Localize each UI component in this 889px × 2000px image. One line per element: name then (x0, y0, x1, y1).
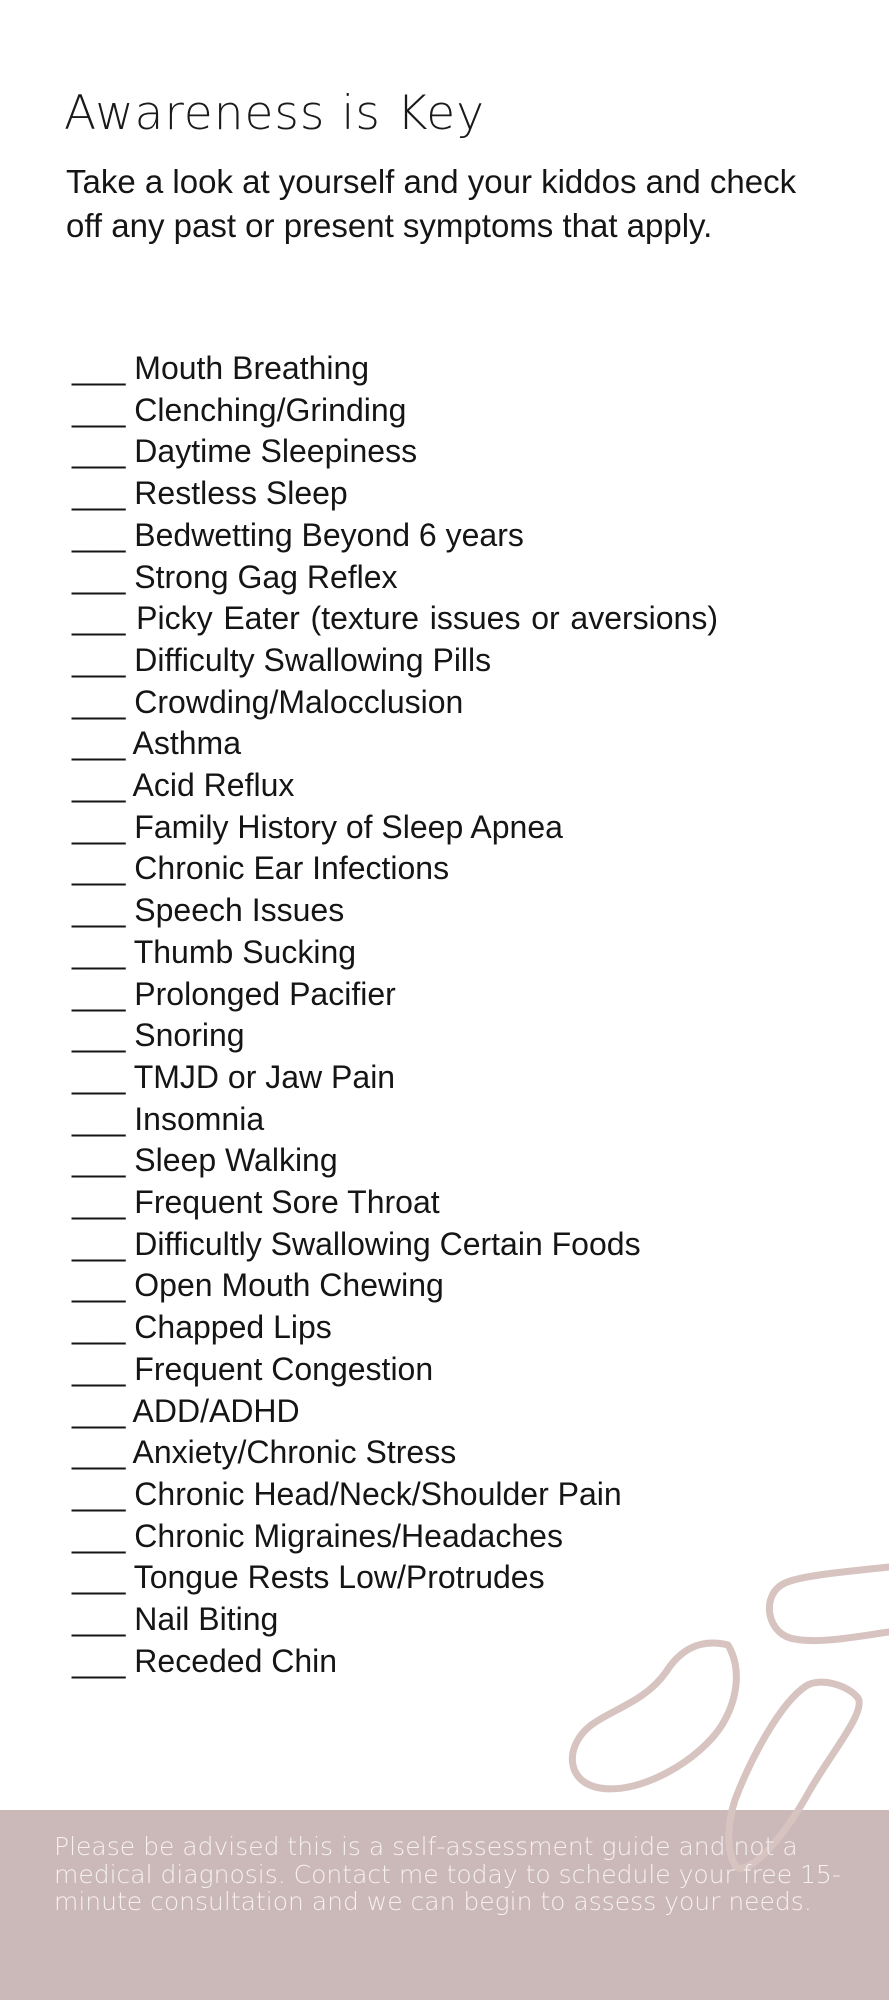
checklist-item[interactable]: ___ Anxiety/Chronic Stress (72, 1434, 457, 1471)
checklist-item[interactable]: ___ Chronic Head/Neck/Shoulder Pain (72, 1475, 622, 1512)
checklist-item[interactable]: ___ Thumb Sucking (72, 933, 357, 970)
checklist-item[interactable]: ___ Restless Sleep (72, 475, 348, 512)
checklist-item[interactable]: ___ Family History of Sleep Apnea (72, 808, 563, 845)
checklist-item[interactable]: ___ Frequent Congestion (72, 1350, 434, 1387)
decorative-blob-shape (572, 1643, 736, 1789)
checklist-item[interactable]: ___ Difficultly Swallowing Certain Foods (72, 1225, 641, 1262)
checklist-item[interactable]: ___ Acid Reflux (72, 767, 295, 804)
checklist-item[interactable]: ___ Picky Eater (texture issues or aversions) ___ Difficulty Swallowing Pills (72, 600, 718, 678)
intro-text: Take a look at yourself and your kiddos and check off any past or present symptoms that apply. (66, 163, 797, 244)
checklist-item[interactable]: ___ Snoring (72, 1017, 245, 1054)
checklist-item[interactable]: ___ Chapped Lips (72, 1309, 332, 1346)
checklist-item[interactable]: ___ TMJD or Jaw Pain (72, 1058, 396, 1095)
checklist-item[interactable]: ___ Nail Biting (72, 1601, 279, 1638)
checklist-item[interactable]: ___ ADD/ADHD (72, 1392, 300, 1429)
checklist-item[interactable]: ___ Bedwetting Beyond 6 years (72, 516, 524, 553)
checklist-item[interactable]: ___ Clenching/Grinding (72, 391, 407, 428)
checklist-item[interactable]: ___ Speech Issues (72, 892, 345, 929)
checklist-item[interactable]: ___ Prolonged Pacifier (72, 975, 396, 1012)
disclaimer-text: Please be advised this is a self-assessment guide and not a medical diagnosis. Contact me today to schedule your free 15-minute consultation and we can begin to assess your needs. (54, 1832, 841, 1916)
checklist-item[interactable]: ___ Daytime Sleepiness (72, 433, 418, 470)
checklist-item[interactable]: ___ Receded Chin (72, 1642, 338, 1679)
decorative-bean-shape (769, 1567, 889, 1641)
checklist-item[interactable]: ___ Asthma (72, 725, 241, 762)
checklist-item[interactable]: ___ Crowding/Malocclusion (72, 683, 464, 720)
checklist-item[interactable]: ___ Insomnia (72, 1100, 265, 1137)
checklist-item[interactable]: ___ Open Mouth Chewing (72, 1267, 444, 1304)
checklist-item[interactable]: ___ Mouth Breathing (72, 350, 370, 386)
checklist-item[interactable]: ___ Chronic Migraines/Headaches (72, 1517, 563, 1554)
checklist-item[interactable]: ___ Sleep Walking (72, 1142, 338, 1179)
checklist-item[interactable]: ___ Chronic Ear Infections (72, 850, 450, 887)
checklist-item[interactable]: ___ Tongue Rests Low/Protrudes (72, 1559, 545, 1596)
checklist-item[interactable]: ___ Strong Gag Reflex (72, 558, 398, 595)
checklist-item[interactable]: ___ Frequent Sore Throat (72, 1184, 440, 1221)
page-title: Awareness is Key (64, 86, 486, 141)
